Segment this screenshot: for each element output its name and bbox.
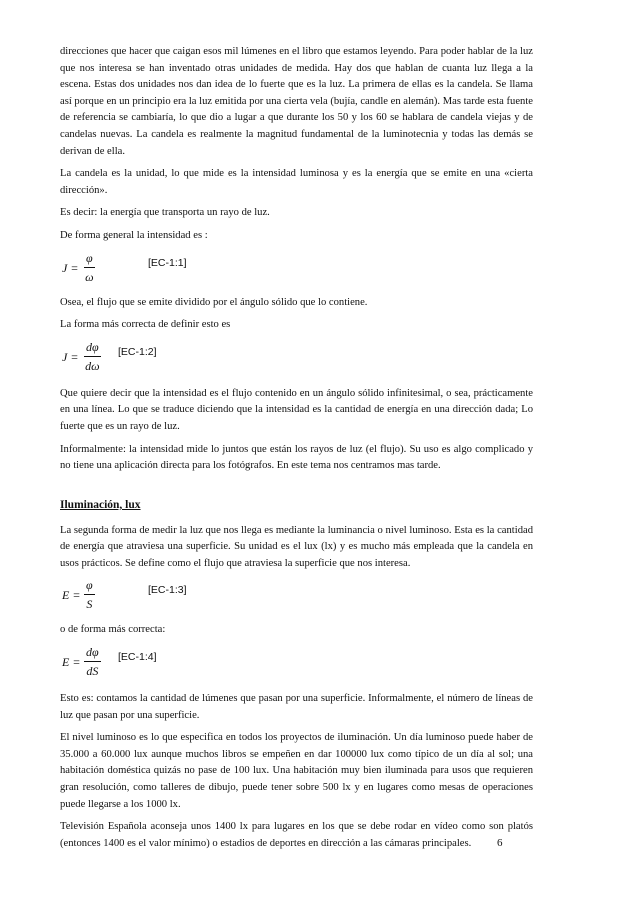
paragraph-segunda-forma: La segunda forma de medir la luz que nos llega es mediante la luminancia o nivel luminoso. Esta es la cantidad de energía que atraviesa una superficie. Su unidad es el lux (lx) y es mucho más empleada que la candela en usos prácticos. Se define como el flujo que atraviesa la superficie que nos interesa. (60, 524, 533, 569)
formula-denominator: S (86, 597, 93, 612)
paragraph-que-quiere-decir: Que quiere decir que la intensidad es el flujo contenido en un ángulo sólido infinitesimal, o sea, prácticamente en una línea. Lo que se traduce diciendo que la intensidad es la cantidad de energía en una dirección dada; Lo fuerte que es un rayo de luz. (60, 387, 533, 432)
formula-numerator: dφ (84, 645, 101, 662)
paragraph-esto-es: Esto es: contamos la cantidad de lúmenes que pasan por una superficie. Informalmente, el número de líneas de luz que pasan por una superficie. (60, 693, 533, 721)
paragraph-television-espanola: Televisión Española aconseja unos 1400 lx para lugares en los que se debe rodar en vídeo como son platós (entonces 1400 es el valor mínimo) o estadios de deportes en dirección a las cámaras principales. (60, 821, 533, 849)
formula-lhs: J = (62, 260, 79, 275)
formula-label: [EC-1:4] (118, 651, 157, 664)
formula-ec-1-1 (60, 251, 533, 289)
formula-label: [EC-1:3] (148, 584, 187, 597)
formula-ec-1-4 (60, 645, 533, 685)
formula-fraction (84, 578, 95, 612)
formula-numerator: dφ (84, 340, 101, 357)
paragraph-es-decir: Es decir: la energía que transporta un rayo de luz. (60, 207, 270, 219)
paragraph-forma-correcta: La forma más correcta de definir esto es (60, 319, 231, 331)
formula-denominator: dS (86, 664, 99, 679)
formula-lhs: E = (62, 655, 81, 670)
formula-fraction (84, 251, 95, 285)
formula-ec-1-3 (60, 578, 533, 616)
formula-denominator: ω (85, 269, 94, 284)
section-heading: Iluminación, lux (60, 498, 141, 511)
formula-lhs: J = (62, 349, 79, 364)
formula-ec-1-2 (60, 340, 533, 380)
paragraph-candela-unit: La candela es la unidad, lo que mide es la intensidad luminosa y es la energía que se emite en una «cierta dirección». (60, 168, 533, 196)
paragraph-informalmente: Informalmente: la intensidad mide lo juntos que están los rayos de luz (el flujo). Su uso es algo complicado y no tiene una aplicación directa para los fotógrafos. En este tema nos centramos mas tarde. (60, 443, 533, 472)
paragraph-forma-general: De forma general la intensidad es : (60, 229, 208, 241)
formula-denominator: dω (85, 358, 100, 373)
document-page (60, 44, 533, 858)
paragraph-o-de-forma: o de forma más correcta: (60, 624, 166, 636)
formula-label: [EC-1:2] (118, 345, 157, 358)
formula-numerator: φ (84, 251, 95, 268)
paragraph-osea: Osea, el flujo que se emite dividido por el ángulo sólido que lo contiene. (60, 296, 368, 308)
formula-numerator: φ (84, 578, 95, 595)
paragraph-nivel-luminoso: El nivel luminoso es lo que especifica en todos los proyectos de iluminación. Un día luminoso puede haber de 35.000 a 60.000 lux aunque muchos libros se empeñen en dar 100000 lux como típico de un día al sol; una habitación doméstica quizás no pase de 100 lux. Una habitación muy bien iluminada para usos que requieren gran resolución, como talleres de dibujo, puede tener sobre 500 lx y en lugares como mesas de operaciones puede llegarse a los 1000 lx. (60, 732, 533, 810)
paragraph-candela-intro: direcciones que hacer que caigan esos mil lúmenes en el libro que estamos leyendo. Para poder hablar de la luz que nos interesa se han inventado otras unidades de medida. Hay dos que hablan de cuanta luz llega a la escena. Estas dos unidades nos dan idea de lo fuerte que es la luz. La primera de ellas es la candela. Se llama así porque en un principio era la luz emitida por una cierta vela (bujía, candle en alemán). Mas tarde esta fuente de referencia se cambiaría, lo que dio a lugar a que durante los 50 y los 60 se hablara de candela viejas y de candelas nuevas. La candela es realmente la magnitud fundamental de la luminotecnia y todas las demás se derivan de ella. (60, 46, 533, 157)
formula-fraction (84, 645, 101, 679)
formula-fraction (84, 340, 101, 374)
formula-lhs: E = (62, 588, 81, 603)
page-number: 6 (497, 837, 503, 849)
formula-label: [EC-1:1] (148, 256, 187, 269)
